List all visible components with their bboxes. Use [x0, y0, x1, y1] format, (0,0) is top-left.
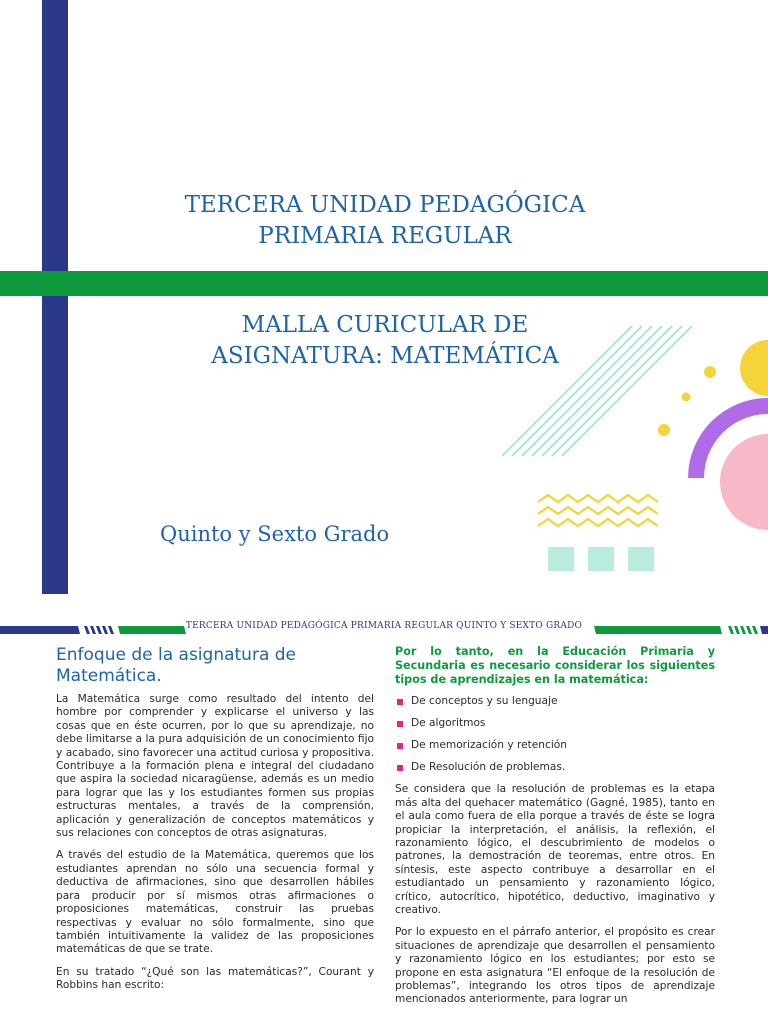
- paragraph-3: En su tratado “¿Qué son las matemáticas?”, Courant y Robbins han escrito:: [56, 965, 374, 992]
- green-band: [0, 271, 768, 296]
- paragraph-1: La Matemática surge como resultado del intento del hombre por comprender y explicarse el universo y las cosas que en éste ocurren, por lo que su aprendizaje, no debe limitarse a la pura adquisición de un conocimiento fijo y acabado, sino favorecer una actitud curiosa y propositiva. Contribuye a la formación plena e integral del ciudadano que aspira la sociedad nicaragüense, además es un medio para lograr que las y los estudiantes formen sus propias estructuras mentales, a través de la comprensión, aplicación y generalización de conceptos matemáticos y sus relaciones con conceptos de otras asignaturas.: [56, 693, 374, 840]
- vertical-navy-bar: [42, 0, 68, 594]
- yellow-dot-2: [682, 393, 691, 402]
- mint-square-3: [628, 547, 654, 571]
- list-item-text: De algoritmos: [411, 717, 486, 730]
- list-item: [395, 761, 715, 775]
- cover-subtitle-line1: MALLA CURICULAR DE: [241, 312, 529, 338]
- section-heading-line2: Matemática.: [56, 666, 162, 686]
- paragraph-4: Se considera que la resolución de problemas es la etapa más alta del quehacer matemático (Gagné, 1985), tanto en el aula como fuera de ella porque a través de éste se logra propiciar la interpretación, el análisis, la reflexión, el razonamiento lógico, el descubrimiento de modelos o patrones, la demostración de teoremas, entre otros. En síntesis, este aspecto contribuye a desarrollar en el estudiantado un pensamiento y razonamiento lógico, crítico, autocrítico, hipotético, deductivo, imaginativo y creativo.: [395, 783, 715, 917]
- learning-types-list: [395, 695, 715, 775]
- decorative-shapes: [500, 320, 768, 580]
- left-column: [56, 645, 374, 1002]
- bullet-square-icon: [397, 699, 403, 705]
- paragraph-2: A través del estudio de la Matemática, queremos que los estudiantes aprendan no sólo una secuencia formal y deductiva de afirmaciones, sino que desarrollen hábiles para producir por sí mismos otras afirmaciones o proposiciones matemáticas, construir las pruebas respectivas y evaluar no sólo formalmente, sino que también intuitivamente la validez de las proposiciones matemáticas de que se trate.: [56, 849, 374, 956]
- mint-square-2: [588, 547, 614, 571]
- list-item: [395, 695, 715, 709]
- cover-title-line2: PRIMARIA REGULAR: [258, 223, 512, 249]
- list-item: [395, 717, 715, 731]
- yellow-dot-1: [704, 366, 716, 378]
- bullet-square-icon: [397, 721, 403, 727]
- learning-types-intro: Por lo tanto, en la Educación Primaria y Secundaria es necesario considerar los siguientes tipos de aprendizajes en la matemática:: [395, 645, 715, 686]
- cover-subtitle-line2: ASIGNATURA: MATEMÁTICA: [211, 343, 559, 369]
- list-item-text: De Resolución de problemas.: [411, 761, 566, 774]
- yellow-dot-3: [658, 424, 670, 436]
- section-heading: [56, 645, 374, 687]
- section-heading-line1: Enfoque de la asignatura de: [56, 645, 297, 665]
- cover-title: [150, 190, 620, 252]
- list-item-text: De conceptos y su lenguaje: [411, 695, 558, 707]
- bullet-square-icon: [397, 743, 403, 749]
- zigzag-decoration: [538, 495, 658, 526]
- diagonal-lines-decoration: [502, 326, 692, 456]
- bullet-square-icon: [397, 765, 403, 771]
- page-header-text: TERCERA UNIDAD PEDAGÓGICA PRIMARIA REGULAR QUINTO Y SEXTO GRADO: [185, 621, 583, 631]
- mint-square-1: [548, 547, 574, 571]
- paragraph-5: Por lo expuesto en el párrafo anterior, el propósito es crear situaciones de aprendizaje que desarrollen el pensamiento y razonamiento lógico en los estudiantes; por esto se propone en esta asignatura “El enfoque de la resolución de problemas”, integrando los otros tipos de aprendizaje mencionados anteriormente, para lograr un: [395, 926, 715, 1006]
- cover-title-line1: TERCERA UNIDAD PEDAGÓGICA: [184, 192, 586, 218]
- cover-grade: Quinto y Sexto Grado: [160, 522, 390, 546]
- list-item: [395, 739, 715, 753]
- pink-circle: [720, 434, 768, 530]
- right-column: [395, 645, 715, 1016]
- yellow-half-circle: [740, 340, 768, 396]
- list-item-text: De memorización y retención: [411, 739, 567, 752]
